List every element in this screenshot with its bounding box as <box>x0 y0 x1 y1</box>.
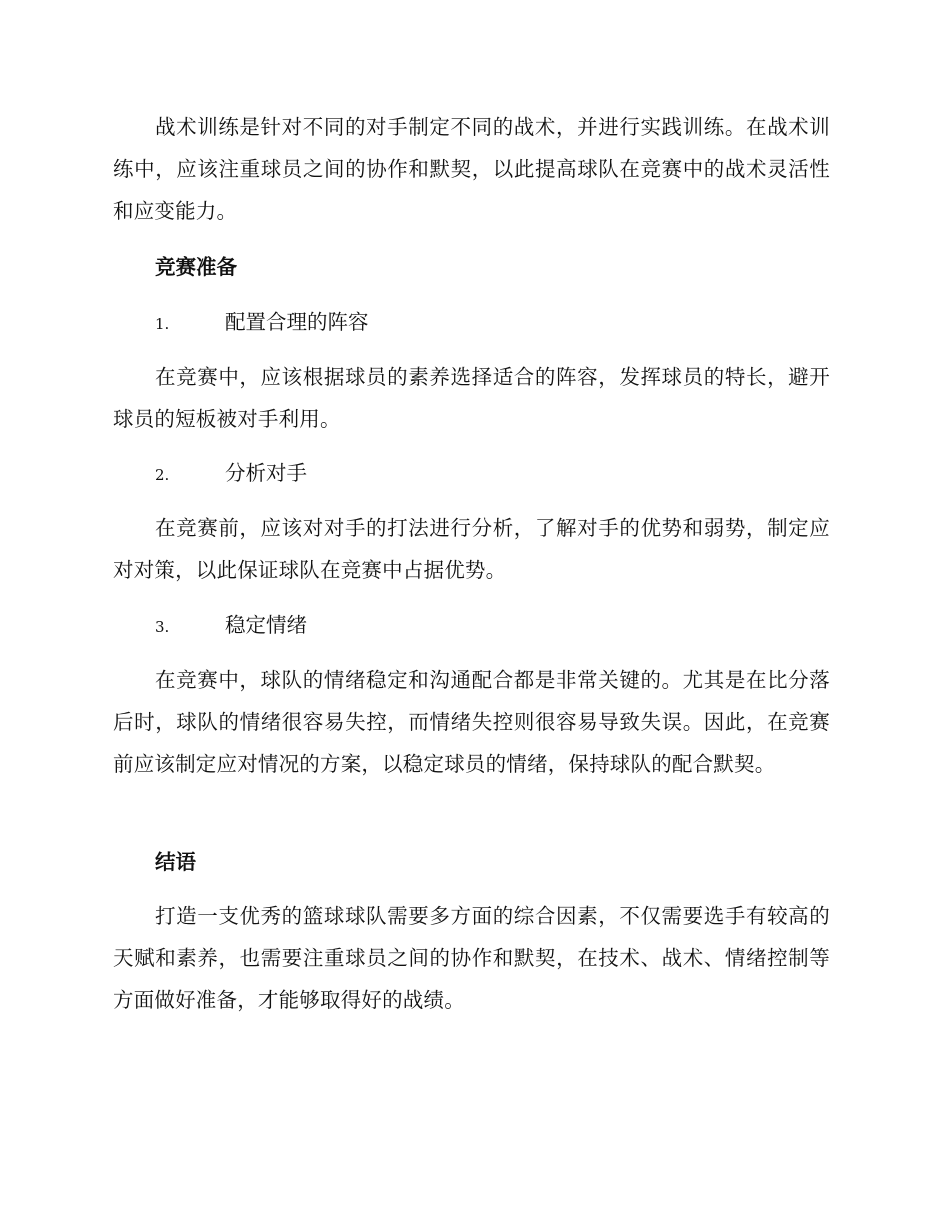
list-item-1 <box>155 306 369 340</box>
list-item-2 <box>155 457 307 491</box>
list-item-3 <box>155 609 307 643</box>
list-number: 1. <box>155 315 170 333</box>
list-title: 稳定情绪 <box>225 613 307 637</box>
conclusion-heading: 结语 <box>155 850 196 874</box>
tactics-paragraph: 战术训练是针对不同的对手制定不同的战术，并进行实践训练。在战术训练中，应该注重球员之间的协作和默契，以此提高球队在竞赛中的战术灵活性和应变能力。 <box>113 115 830 223</box>
list-title: 配置合理的阵容 <box>225 310 369 334</box>
list-number: 2. <box>155 466 170 484</box>
emotion-paragraph: 在竞赛中，球队的情绪稳定和沟通配合都是非常关键的。尤其是在比分落后时，球队的情绪很容易失控，而情绪失控则很容易导致失误。因此，在竞赛前应该制定应对情况的方案，以稳定球员的情绪，保持球队的配合默契。 <box>113 668 830 776</box>
opponent-paragraph: 在竞赛前，应该对对手的打法进行分析，了解对手的优势和弱势，制定应对对策，以此保证球队在竞赛中占据优势。 <box>113 516 830 582</box>
lineup-paragraph: 在竞赛中，应该根据球员的素养选择适合的阵容，发挥球员的特长，避开球员的短板被对手利用。 <box>113 365 830 431</box>
list-title: 分析对手 <box>225 461 307 485</box>
competition-heading: 竞赛准备 <box>155 255 237 279</box>
list-number: 3. <box>155 618 170 636</box>
conclusion-paragraph: 打造一支优秀的篮球球队需要多方面的综合因素，不仅需要选手有较高的天赋和素养，也需要注重球员之间的协作和默契，在技术、战术、情绪控制等方面做好准备，才能够取得好的战绩。 <box>113 904 830 1012</box>
